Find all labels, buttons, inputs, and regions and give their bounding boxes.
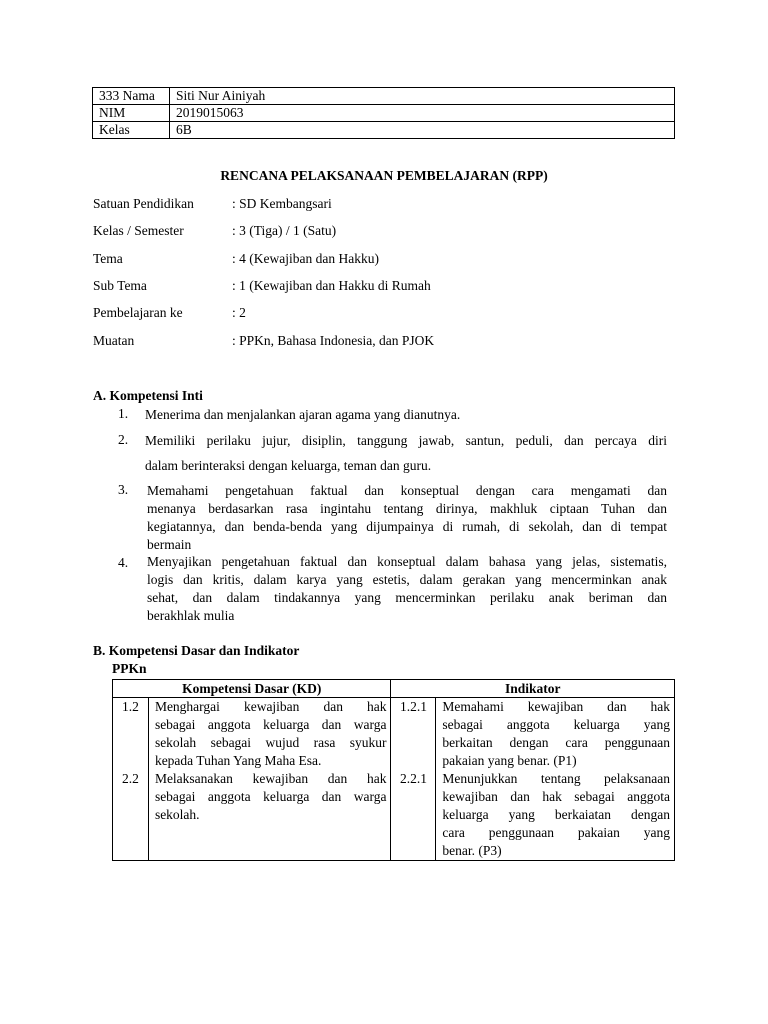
identity-row (93, 122, 675, 139)
meta-value: : 4 (Kewajiban dan Hakku) (232, 251, 379, 266)
indikator-line: cara penggunaan pakaian yang (442, 825, 670, 840)
meta-label: Satuan Pendidikan (93, 196, 194, 211)
indikator-line: Menunjukkan tentang pelaksanaan (442, 771, 670, 786)
indikator-line: sebagai anggota keluarga yang (442, 717, 670, 732)
indikator-code: 1.2.1 (399, 699, 427, 714)
indikator-code-cell (391, 698, 436, 861)
table-row (113, 698, 675, 861)
ki-line: Menerima dan menjalankan ajaran agama yang dianutnya. (145, 407, 461, 422)
meta-value: : 1 (Kewajiban dan Hakku di Rumah (232, 278, 431, 293)
meta-label: Kelas / Semester (93, 223, 184, 238)
meta-label: Sub Tema (93, 278, 147, 293)
meta-value: : PPKn, Bahasa Indonesia, dan PJOK (232, 333, 435, 348)
document-title: RENCANA PELAKSANAAN PEMBELAJARAN (RPP) (220, 168, 548, 183)
kd-line: sekolah sebagai wujud rasa syukur (154, 735, 387, 750)
kd-code-cell (113, 698, 149, 861)
indikator-line: pakaian yang benar. (P1) (442, 753, 577, 768)
ki-item-1 (145, 406, 675, 424)
indikator-line: Memahami kewajiban dan hak (442, 699, 670, 714)
meta-value: : SD Kembangsari (232, 196, 332, 211)
ki-number: 3. (118, 482, 129, 497)
header-kd: Kompetensi Dasar (KD) (113, 680, 391, 698)
indikator-text-cell (436, 698, 675, 861)
identity-row (93, 105, 675, 122)
kd-indikator-table (112, 679, 675, 861)
section-b-heading: B. Kompetensi Dasar dan Indikator (93, 643, 300, 658)
kd-code: 1.2 (122, 699, 139, 714)
kd-line: Menghargai kewajiban dan hak (154, 699, 387, 714)
kd-line: sekolah. (154, 807, 200, 822)
meta-value: : 2 (232, 305, 246, 320)
header-indikator: Indikator (391, 680, 675, 698)
table-header-row (113, 680, 675, 698)
indikator-line: kewajiban dan hak sebagai anggota (442, 789, 670, 804)
section-b-subheading: PPKn (112, 661, 147, 676)
ki-line: dalam berinteraksi dengan keluarga, teman dan guru. (145, 458, 432, 473)
meta-value: : 3 (Tiga) / 1 (Satu) (232, 223, 337, 238)
identity-value: 6B (170, 122, 675, 139)
kd-text (155, 698, 387, 770)
ki-line: logis dan kritis, dalam karya yang estetis, dalam gerakan yang mencerminkan anak (147, 572, 667, 587)
indikator-line: berkaitan dengan cara penggunaan (442, 735, 670, 750)
ki-line: menanya berdasarkan rasa ingintahu tentang dirinya, makhluk ciptaan Tuhan dan (147, 501, 667, 516)
kd-line: sebagai anggota keluarga dan warga (154, 717, 387, 732)
ki-item-3 (147, 482, 667, 554)
meta-label: Muatan (93, 333, 135, 348)
ki-number: 4. (118, 555, 129, 570)
indikator-line: keluarga yang berkaiatan dengan (442, 807, 670, 822)
ki-line: berakhlak mulia (147, 608, 235, 623)
ki-number: 1. (118, 406, 129, 421)
ki-number: 2. (118, 432, 129, 447)
ki-line: sehat, dan dalam tindakannya yang mencerminkan perilaku anak beriman dan (147, 590, 667, 605)
indikator-code: 2.2.1 (399, 771, 427, 786)
ki-item-2 (145, 432, 667, 475)
identity-value: Siti Nur Ainiyah (170, 88, 675, 105)
ki-line: Memahami pengetahuan faktual dan konseptual dengan cara mengamati dan (147, 483, 667, 498)
section-a-heading: A. Kompetensi Inti (93, 388, 203, 403)
ki-line: bermain (147, 537, 192, 552)
indikator-line: benar. (P3) (442, 843, 502, 858)
kd-line: kepada Tuhan Yang Maha Esa. (154, 753, 322, 768)
ki-line: Memiliki perilaku jujur, disiplin, tanggung jawab, santun, peduli, dan percaya diri (145, 433, 667, 448)
identity-label: Kelas (93, 122, 170, 139)
kd-code: 2.2 (122, 771, 139, 786)
indikator-text (442, 770, 670, 860)
identity-value: 2019015063 (170, 105, 675, 122)
meta-label: Tema (93, 251, 123, 266)
kd-text (155, 770, 387, 824)
kd-line: Melaksanakan kewajiban dan hak (154, 771, 387, 786)
kd-text-cell (148, 698, 391, 861)
meta-label: Pembelajaran ke (93, 305, 183, 320)
indikator-text (442, 698, 670, 770)
identity-label: 333 Nama (93, 88, 170, 105)
ki-item-4 (147, 553, 667, 625)
identity-label: NIM (93, 105, 170, 122)
identity-row (93, 88, 675, 105)
identity-table (92, 87, 675, 139)
ki-line: kegiatannya, dan benda-benda yang dijumpainya di rumah, di sekolah, dan di tempat (147, 519, 667, 534)
kd-line: sebagai anggota keluarga dan warga (154, 789, 387, 804)
ki-line: Menyajikan pengetahuan faktual dan konseptual dalam bahasa yang jelas, sistematis, (147, 554, 667, 569)
